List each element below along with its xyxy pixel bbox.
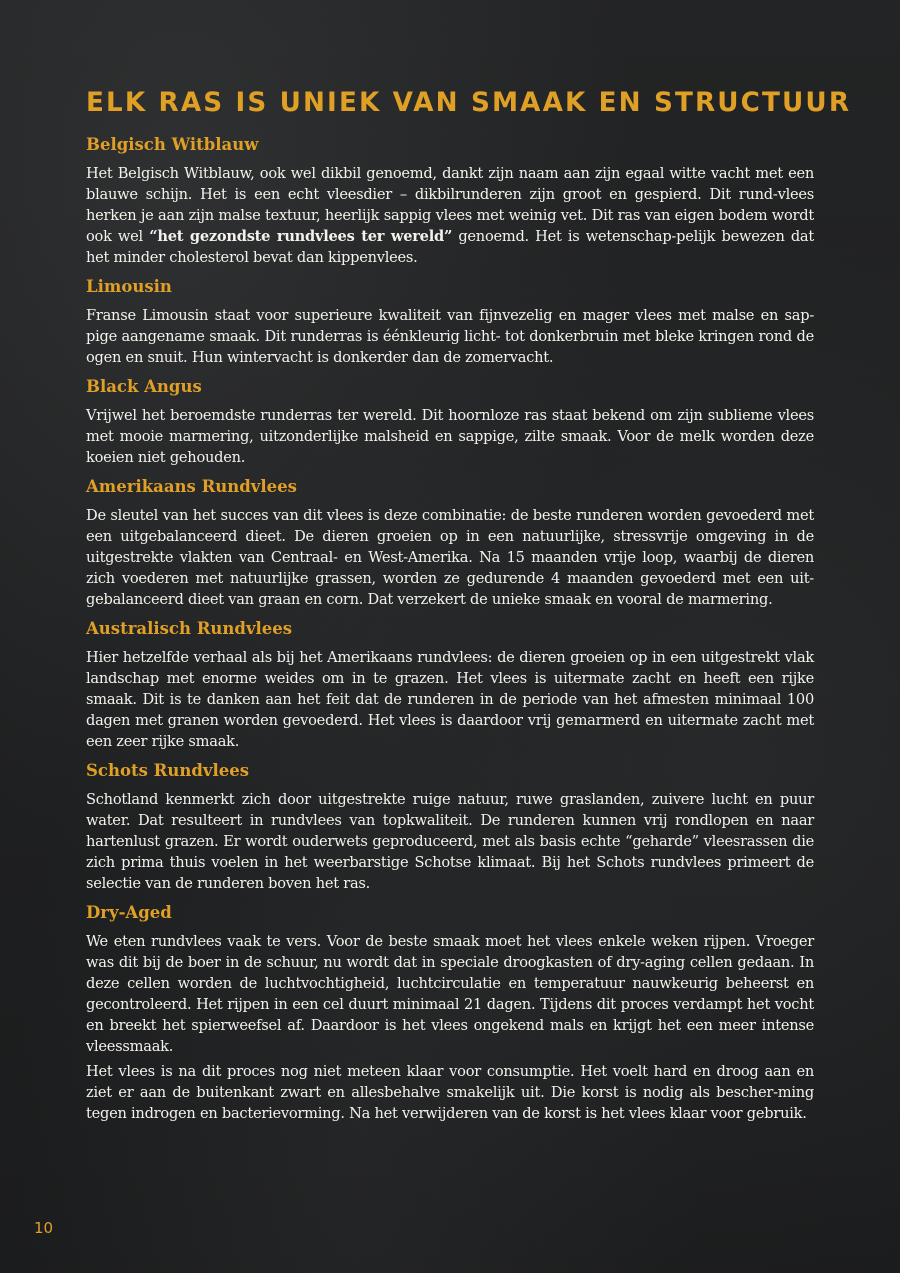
page-content — [86, 86, 852, 1124]
section-schots-rundvlees — [86, 760, 814, 894]
section-paragraph: Schotland kenmerkt zich door uitgestrekte ruige natuur, ruwe graslanden, zuivere lucht en puur water. Dat resulteert in rundvlees van topkwaliteit. De runderen kunnen vrij rondlopen en naar hartenlust grazen. Er wordt ouderwets geproduceerd, met als basis echte “geharde” vleesrassen die zich prima thuis voelen in het weerbarstige Schotse klimaat. Bij het Schots rundvlees primeert de selectie van de runderen boven het ras. — [86, 791, 814, 892]
page-number: 10 — [34, 1219, 54, 1237]
section-australisch-rundvlees — [86, 618, 814, 752]
section-paragraph: Het Belgisch Witblauw, ook wel dikbil genoemd, dankt zijn naam aan zijn egaal witte vacht met een blauwe schijn. Het is een echt vleesdier – dikbilrunderen zijn groot en gespierd. Dit rund-vlees herken je aan zijn malse textuur, heerlijk sappig vlees met weinig vet. Dit ras van eigen bodem wordt ook wel “het gezondste rundvlees ter wereld” genoemd. Het is wetenschap-pelijk bewezen dat het minder cholesterol bevat dan kippenvlees. — [86, 165, 814, 266]
section-paragraph: Vrijwel het beroemdste runderras ter wereld. Dit hoornloze ras staat bekend om zijn sublieme vlees met mooie marmering, uitzonderlijke malsheid en sappige, zilte smaak. Voor de melk worden deze koeien niet gehouden. — [86, 407, 814, 466]
section-paragraph: Franse Limousin staat voor superieure kwaliteit van fijnvezelig en mager vlees met malse en sap-pige aangename smaak. Dit runderras is éénkleurig licht- tot donkerbruin met bleke kringen rond de ogen en snuit. Hun wintervacht is donkerder dan de zomervacht. — [86, 307, 814, 366]
section-heading: Dry-Aged — [86, 903, 172, 922]
section-amerikaans-rundvlees — [86, 476, 814, 610]
section-heading: Limousin — [86, 277, 172, 296]
section-heading: Schots Rundvlees — [86, 761, 250, 780]
section-belgisch-witblauw — [86, 134, 814, 268]
section-paragraph: De sleutel van het succes van dit vlees is deze combinatie: de beste runderen worden gevoederd met een uitgebalanceerd dieet. De dieren groeien op in een natuurlijke, stressvrije omgeving in de uitgestrekte vlakten van Centraal- en West-Amerika. Na 15 maanden vrije loop, waarbij de dieren zich voederen met natuurlijke grassen, worden ze gedurende 4 maanden gevoederd met een uit-gebalanceerd dieet van graan en corn. Dat verzekert de unieke smaak en vooral de marmering. — [86, 507, 814, 608]
section-paragraph: Het vlees is na dit proces nog niet meteen klaar voor consumptie. Het voelt hard en droog aan en ziet er aan de buitenkant zwart en allesbehalve smakelijk uit. Die korst is nodig als bescher-ming tegen indrogen en bacterievorming. Na het verwijderen van de korst is het vlees klaar voor gebruik. — [86, 1063, 814, 1122]
section-heading: Australisch Rundvlees — [86, 619, 293, 638]
section-heading: Black Angus — [86, 377, 202, 396]
page-title: ELK RAS IS UNIEK VAN SMAAK EN STRUCTUUR — [86, 87, 852, 118]
section-dry-aged — [86, 902, 814, 1124]
section-paragraph: Hier hetzelfde verhaal als bij het Amerikaans rundvlees: de dieren groeien op in een uitgestrekt vlak landschap met enorme weides om in te grazen. Het vlees is uitermate zacht en heeft een rijke smaak. Dit is te danken aan het feit dat de runderen in de periode van het afmesten minimaal 100 dagen met granen worden gevoederd. Het vlees is daardoor vrij gemarmerd en uitermate zacht met een zeer rijke smaak. — [86, 649, 814, 750]
section-black-angus — [86, 376, 814, 468]
section-paragraph: We eten rundvlees vaak te vers. Voor de beste smaak moet het vlees enkele weken rijpen. Vroeger was dit bij de boer in de schuur, nu wordt dat in speciale droogkasten of dry-aging cellen gedaan. In deze cellen worden de luchtvochtigheid, luchtcirculatie en temperatuur nauwkeurig beheerst en gecontroleerd. Het rijpen in een cel duurt minimaal 21 dagen. Tijdens dit proces verdampt het vocht en breekt het spierweefsel af. Daardoor is het vlees ongekend mals en krijgt het een meer intense vleessmaak. — [86, 933, 814, 1055]
emphasis-text: “het gezondste rundvlees ter wereld” — [149, 228, 453, 245]
section-heading: Amerikaans Rundvlees — [86, 477, 297, 496]
section-heading: Belgisch Witblauw — [86, 135, 259, 154]
section-limousin — [86, 276, 814, 368]
